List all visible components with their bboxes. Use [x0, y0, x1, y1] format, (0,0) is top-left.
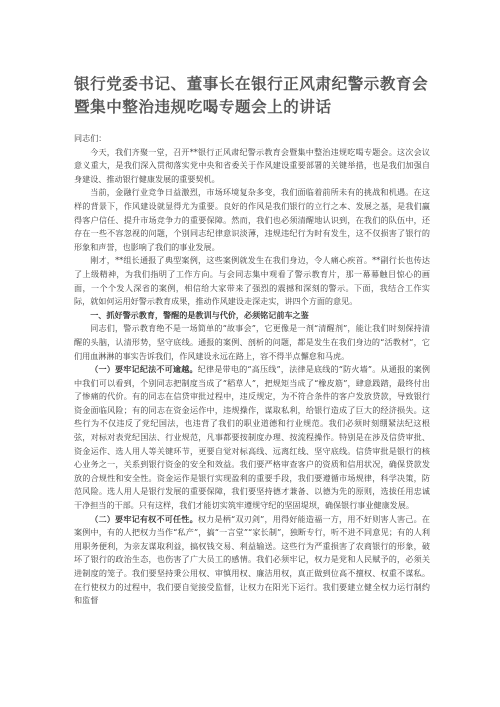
document-body	[74, 132, 430, 608]
paragraph: 刚才，**组长通报了典型案例，这些案例就发生在我们身边，令人痛心疾首。**副行长也传达了上级精神，为我们指明了工作方向。与会同志集中观看了警示教育片，那一幕幕触目惊心的画面，一个个发人深省的案例，相信给大家带来了强烈的震撼和深刻的警示。下面，我结合工作实际，就如何运用好警示教育成果，推动作风建设走深走实，讲四个方面的意见。	[74, 255, 430, 307]
paragraph: 今天，我们齐聚一堂，召开**银行正风肃纪警示教育会暨集中整治违规吃喝专题会。这次会议意义重大，是我们深入贯彻落实党中央和省委关于作风建设重要部署的关键举措，也是我们加强自身建设、推动银行健康发展的重要契机。	[74, 146, 430, 184]
subsection-lead: （一）要牢记纪法不可逾越。	[90, 364, 198, 375]
subsection-paragraph	[74, 513, 430, 608]
subsection-lead: （二）要牢记有权不可任性。	[90, 513, 198, 524]
paragraph: 当前，金融行业竞争日益激烈，市场环境复杂多变，我们面临着前所未有的挑战和机遇。在这样的背景下，作风建设就显得尤为重要。良好的作风是我们银行的立行之本、发展之基，是我们赢得客户信任、提升市场竞争力的重要保障。然而，我们也必须清醒地认识到，在我们的队伍中，还存在一些不容忽视的问题，个别同志纪律意识淡薄，违规违纪行为时有发生，这不仅损害了银行的形象和声誉，也影响了我们的事业发展。	[74, 187, 430, 252]
paragraph: 同志们，警示教育绝不是一场简单的“故事会”，它更像是一剂“清醒剂”，能让我们时刻保持清醒的头脑，认清形势，坚守底线。通报的案例、剖析的问题，都是发生在我们身边的“活教材”，它们用血淋淋的事实告诉我们，作风建设永远在路上，容不得半点懈怠和马虎。	[74, 323, 430, 361]
document-title: 银行党委书记、董事长在银行正风肃纪警示教育会暨集中整治违规吃喝专题会上的讲话	[74, 74, 429, 116]
subsection-text: 纪律是带电的“高压线”，法律是底线的“防火墙”。从通报的案例中我们可以看到，个别同志把制度当成了“稻草人”，把规矩当成了“橡皮筋”，肆意践踏，最终付出了惨痛的代价。有的同志在信贷审批过程中，违反规定，为不符合条件的客户发放贷款，导致银行资金面临风险；有的同志在资金运作中，违规操作，谋取私利，给银行造成了巨大的经济损失。这些行为不仅违反了党纪国法，也违背了我们的职业道德和行业规范。我们必须时刻绷紧法纪这根弦，对标对表党纪国法、行业规范，凡事都要按制度办理、按流程操作。特别是在涉及信贷审批、资金运作、选人用人等关键环节，更要自觉对标高线、远离红线、坚守底线。信贷审批是银行的核心业务之一，关系到银行资金的安全和效益。我们要严格审查客户的资质和信用状况，确保贷款发放的合规性和安全性。资金运作是银行实现盈利的重要手段，我们要遵循市场规律，科学决策，防范风险。选人用人是银行发展的重要保障，我们要坚持德才兼备、以德为先的原则，选拔任用忠诚干净担当的干部。只有这样，我们才能切实筑牢遵规守纪的坚固堤坝，确保银行事业健康发展。	[74, 364, 430, 511]
section-heading: 一、抓好警示教育，警醒的是教训与代价，必须铭记前车之鉴	[90, 309, 309, 320]
subsection-paragraph	[74, 363, 430, 513]
subsection-text: 权力是柄“双刃剑”，用得好能造福一方，用不好则害人害己。在案例中，有的人把权力当作“私产”，搞“一言堂”“家长制”，独断专行，听不进不同意见；有的人利用职务便利，为亲友谋取利益，搞权钱交易、利益输送。这些行为严重损害了农商银行的形象，破坏了银行的政治生态，也伤害了广大员工的感情。我们必须牢记，权力是党和人民赋予的，必须关进制度的笼子。我们要坚持秉公用权、审慎用权、廉洁用权，真正做到位高不擅权、权重不谋私。在行使权力的过程中，我们要自觉接受监督，让权力在阳光下运行。我们要建立健全权力运行制约和监督	[74, 513, 430, 606]
salutation: 同志们：	[74, 133, 107, 143]
